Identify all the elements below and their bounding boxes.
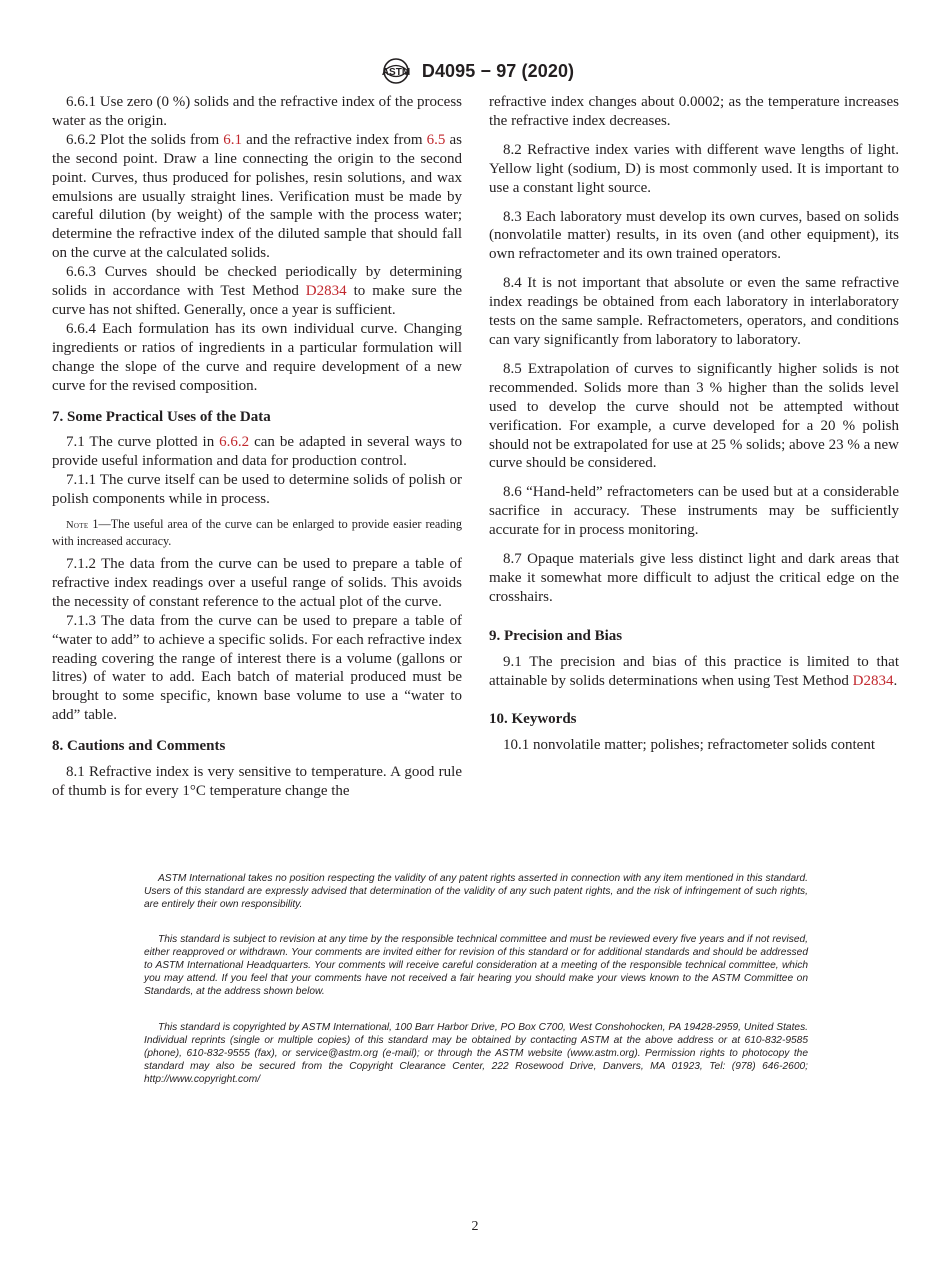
- revision-notice-text: This standard is subject to revision at any time by the responsible technical committee and must be reviewed every five years and if not revised, either reapproved or withdrawn. Your comments are invited either for revision of this standard or for additional standards and should be addressed to ASTM International Headquarters. Your comments will receive careful consideration at a meeting of the responsible technical committee, which you may attend. If you feel that your comments have not received a fair hearing you should make your views known to the ASTM Committee on Standards, at the address shown below.: [144, 934, 808, 998]
- left-column: [52, 93, 462, 801]
- text: 7.1 The curve plotted in: [66, 434, 220, 451]
- paragraph-8-2: 8.2 Refractive index varies with different wave lengths of light. Yellow light (sodium, D) is most commonly used. It is important to use a constant light source.: [489, 141, 899, 196]
- document-title: D4095 − 97 (2020): [421, 60, 575, 81]
- paragraph-7-1-1: 7.1.1 The curve itself can be used to determine solids of polish or polish components while in process.: [52, 472, 462, 508]
- link-d2834[interactable]: D2834: [852, 672, 894, 689]
- note-label: Note: [66, 520, 89, 532]
- section-9-heading: 9. Precision and Bias: [489, 627, 623, 644]
- paragraph-6-6-4: 6.6.4 Each formulation has its own individual curve. Changing ingredients or ratios of ingredients in a particular formulation will change the slope of the curve and require development of a new curve for the revised composition.: [52, 320, 462, 394]
- link-section-6-1[interactable]: 6.1: [223, 131, 243, 148]
- paragraph-6-6-1: 6.6.1 Use zero (0 %) solids and the refractive index of the process water as the origin.: [52, 94, 462, 129]
- paragraph-8-1-start: 8.1 Refractive index is very sensitive to temperature. A good rule of thumb is for every 1°C temperature change the: [52, 764, 462, 799]
- paragraph-6-6-2: [52, 131, 462, 263]
- revision-notice: [144, 933, 808, 998]
- paragraph-8-3: 8.3 Each laboratory must develop its own curves, based on solids (nonvolatile matter) results, in its oven (and other equipment), its own refractometer and its own trained operators.: [489, 208, 899, 263]
- text: 9.1 The precision and bias of this practice is limited to that attainable by solids determinations when using Test Method: [489, 653, 899, 689]
- copyright-notice-text: This standard is copyrighted by ASTM International, 100 Barr Harbor Drive, PO Box C700, West Conshohocken, PA 19428-2959, United States. Individual reprints (single or multiple copies) of this standard may be obtained by contacting ASTM at the above address or at 610-832-9585 (phone), 610-832-9555 (fax), or service@astm.org (e-mail); or through the ASTM website (www.astm.org). Permission rights to photocopy the standard may also be secured from the Copyright Clearance Center, 222 Rosewood Drive, Danvers, MA 01923, Tel: (978) 646-2600; http://www.copyright.com/: [144, 1022, 808, 1086]
- text: to make sure the curve has not shifted. Generally, once a year is sufficient.: [52, 283, 462, 318]
- text: 6.6.3 Curves should be checked periodically by determining solids in accordance with Test Method: [52, 264, 462, 300]
- section-10-heading: 10. Keywords: [489, 711, 577, 728]
- astm-logo-icon: [376, 56, 416, 86]
- right-column: [489, 93, 899, 755]
- patent-notice: [144, 872, 808, 911]
- text: as the second point. Draw a line connecting the origin to the second point. Curves, thus produced for polishes, resin solutions, and wax emulsions are usually straight lines. Verification must be made by careful dilution (by weight) of the sample with the process water; determine the refractive index of the diluted sample that should fall on the curve at the calculated solids.: [52, 131, 463, 262]
- text: and the refractive index from: [242, 131, 427, 148]
- paragraph-8-5: 8.5 Extrapolation of curves to significantly higher solids is not recommended. Solids more than 3 % higher than the solids level used to develop the curve should not be attempted without verification. For example, a curve developed for a 20 % polish should not be extrapolated for use at 25 % solids; above 23 % a new curve should be considered.: [489, 360, 899, 472]
- paragraph-8-1-continued: refractive index changes about 0.0002; as the temperature increases the refractive index decreases.: [489, 94, 899, 129]
- paragraph-7-1-2: 7.1.2 The data from the curve can be used to prepare a table of refractive index readings over a useful range of solids. This avoids the necessity of constant reference to the actual plot of the curve.: [52, 556, 462, 610]
- paragraph-8-7: 8.7 Opaque materials give less distinct light and dark areas that make it somewhat more difficult to adjust the critical edge on the crosshairs.: [489, 551, 899, 605]
- link-d2834[interactable]: D2834: [305, 283, 347, 300]
- note-text: 1—The useful area of the curve can be enlarged to provide easier reading with increased accuracy.: [52, 517, 462, 548]
- note-1: [52, 517, 462, 549]
- paragraph-10-1: 10.1 nonvolatile matter; polishes; refractometer solids content: [503, 737, 875, 754]
- link-section-6-5[interactable]: 6.5: [426, 131, 446, 148]
- paragraph-8-4: 8.4 It is not important that absolute or even the same refractive index readings be obtained from each laboratory in interlaboratory tests on the same sample. Refractometers, operators, and conditions can vary significantly from laboratory to laboratory.: [489, 275, 899, 348]
- link-section-6-6-2[interactable]: 6.6.2: [219, 434, 250, 451]
- text: .: [893, 672, 898, 689]
- patent-notice-text: ASTM International takes no position respecting the validity of any patent rights asserted in connection with any item mentioned in this standard. Users of this standard are expressly advised that determination of the validity of any such patent rights, and the risk of infringement of such rights, are entirely their own responsibility.: [144, 873, 808, 911]
- text: can be adapted in several ways to provide useful information and data for production control.: [52, 434, 463, 470]
- svg-text:ASTM: ASTM: [381, 67, 411, 78]
- text: 6.6.2 Plot the solids from: [66, 131, 224, 148]
- section-7-heading: 7. Some Practical Uses of the Data: [52, 408, 271, 425]
- paragraph-7-1: [52, 433, 462, 471]
- paragraph-8-6: 8.6 “Hand-held” refractometers can be used but at a considerable sacrifice in accuracy. These instruments may be sufficiently accurate for in process monitoring.: [489, 484, 899, 539]
- page-number: 2: [471, 1219, 479, 1234]
- page-header: [0, 56, 950, 91]
- paragraph-6-6-3: [52, 263, 462, 320]
- paragraph-7-1-3: 7.1.3 The data from the curve can be used to prepare a table of “water to add” to achieve a specific solids. For each refractive index reading covering the range of interest there is a volume (gallons or litres) of water to add. Each batch of material produced must be brought to some specific, known base volume to use a “water to add” table.: [52, 612, 462, 724]
- paragraph-9-1: [489, 653, 899, 691]
- section-8-heading: 8. Cautions and Comments: [52, 738, 226, 755]
- copyright-notice: [144, 1021, 808, 1086]
